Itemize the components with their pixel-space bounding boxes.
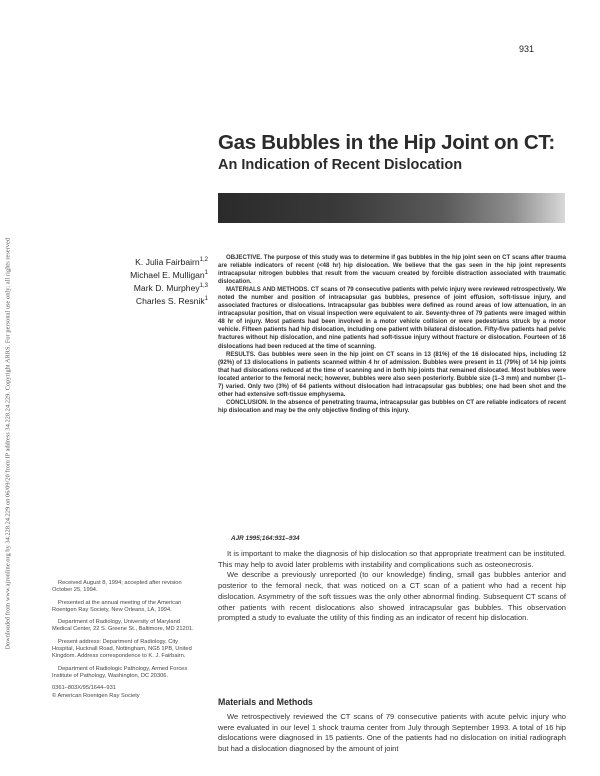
methods-text bbox=[218, 712, 566, 755]
article-subtitle: An Indication of Recent Dislocation bbox=[218, 157, 463, 173]
intro-paragraph: We describe a previously unreported (to our knowledge) finding, small gas bubbles anterior and posterior to the femoral neck, that was noticed on a CT scan of a patient who had a recent hip dislocation. Asymmetry of the soft tissues was the only other abnormal finding. Subsequent CT scans of other patients with recent dislocations also showed intracapsular gas bubbles. This observation prompted a study to evaluate the utility of this finding as an indicator of recent hip dislocation. bbox=[218, 570, 566, 623]
footnote-received: Received August 8, 1994; accepted after revision October 25, 1994. bbox=[52, 580, 182, 594]
footnote-issn: 0361–803X/95/1644–931 bbox=[52, 685, 116, 692]
author-list bbox=[38, 255, 208, 306]
abstract-objective: OBJECTIVE. The purpose of this study was to determine if gas bubbles in the hip joint seen on CT scans after trauma are reliable indicators of recent (<48 hr) hip dislocation. We believe that the gas seen in the hip joint represents intracapsular nitrogen bubbles that result from the vacuum created by forcible distraction associated with traumatic dislocation. bbox=[218, 255, 566, 286]
footnote-affiliation-2: Present address: Department of Radiology, City Hospital, Hucknall Road, Nottingham, NG5 1PB, United Kingdom. Address correspondence to K. J. Fairbairn. bbox=[52, 638, 192, 660]
footnote-affiliation-3: Department of Radiologic Pathology, Armed Forces Institute of Pathology, Washington, DC 20306. bbox=[52, 665, 188, 679]
introduction bbox=[218, 549, 566, 624]
download-notice: Downloaded from www.ajronline.org by 34.228.24.229 on 06/09/20 from IP address 34.228.24.229. Copyright ARRS. For personal use only; all rights reserved bbox=[4, 237, 12, 650]
intro-paragraph: It is important to make the diagnosis of hip dislocation so that appropriate treatment can be instituted. This may help to avoid later problems with instability and complications such as osteonecrosis. bbox=[218, 549, 566, 569]
section-heading: Materials and Methods bbox=[218, 697, 313, 707]
author: Charles S. Resnik$^1$ bbox=[135, 295, 208, 306]
page-number: 931 bbox=[518, 44, 534, 54]
journal-citation: AJR 1995;164:931–934 bbox=[231, 535, 300, 542]
title-banner bbox=[218, 193, 565, 223]
abstract-results: RESULTS. Gas bubbles were seen in the hip joint on CT scans in 13 (81%) of the 16 dislocated hips, including 12 (92%) of 13 dislocations in patients scanned within 4 hr of admission. Bubbles were present in 11 (79%) of 14 hip joints that had dislocations reduced at the time of scanning and in both hip joints that remained dislocated. Most bubbles were located anterior to the femoral neck; however, bubbles were also seen posteriorly. Bubble size (1–3 mm) and number (1–7) varied. Only two (3%) of 64 patients without dislocation had intracapsular gas bubbles; one had been shot and the other had extensive soft-tissue emphysema. bbox=[218, 351, 566, 398]
footnote-copyright: © American Roentgen Ray Society bbox=[52, 692, 140, 699]
footnote-affiliation-1: Department of Radiology, University of Maryland Medical Center, 22 S. Greene St., Baltimore, MD 21201. bbox=[52, 619, 194, 633]
footnote-presented: Presented at the annual meeting of the American Roentgen Ray Society, New Orleans, LA, 1994. bbox=[52, 599, 182, 613]
abstract-methods: MATERIALS AND METHODS. CT scans of 79 consecutive patients with pelvic injury were reviewed retrospectively. We noted the number and position of intracapsular gas bubbles, presence of joint effusion, soft-tissue injury, and associated fractures or dislocations. Intracapsular gas bubbles were defined as round areas of low attenuation, in an intracapsular position, that on visual inspection were equivalent to air. Seventy-three of 79 patients were imaged within 48 hr of injury. Most patients had been involved in a motor vehicle collision or were pedestrians struck by a motor vehicle. Fifteen patients had hip dislocation, including one patient with bilateral dislocation. Fifty-five patients had pelvic fractures without hip dislocation, and nine patients had soft-tissue injury without fracture or dislocation. Fourteen of 16 dislocations had been reduced at the time of scanning. bbox=[218, 287, 566, 350]
footnotes bbox=[52, 580, 200, 700]
abstract bbox=[218, 254, 566, 415]
abstract-conclusion: CONCLUSION. In the absence of penetrating trauma, intracapsular gas bubbles on CT are reliable indicators of recent hip dislocation and may be the only objective finding of this injury. bbox=[218, 399, 566, 414]
author: K. Julia Fairbairn$^{1,2}$ bbox=[135, 256, 208, 267]
article-title: Gas Bubbles in the Hip Joint on CT: bbox=[218, 131, 555, 154]
author: Mark D. Murphey$^{1,3}$ bbox=[133, 282, 208, 293]
methods-paragraph: We retrospectively reviewed the CT scans of 79 consecutive patients with acute pelvic injury who were evaluated in our level 1 shock trauma center from July through September 1993. A total of 16 hip dislocations were diagnosed in 15 patients. One of the patients had no dislocation on initial radiograph but had a dislocation diagnosed by the amount of joint bbox=[218, 712, 566, 754]
author: Michael E. Mulligan$^1$ bbox=[130, 269, 208, 280]
